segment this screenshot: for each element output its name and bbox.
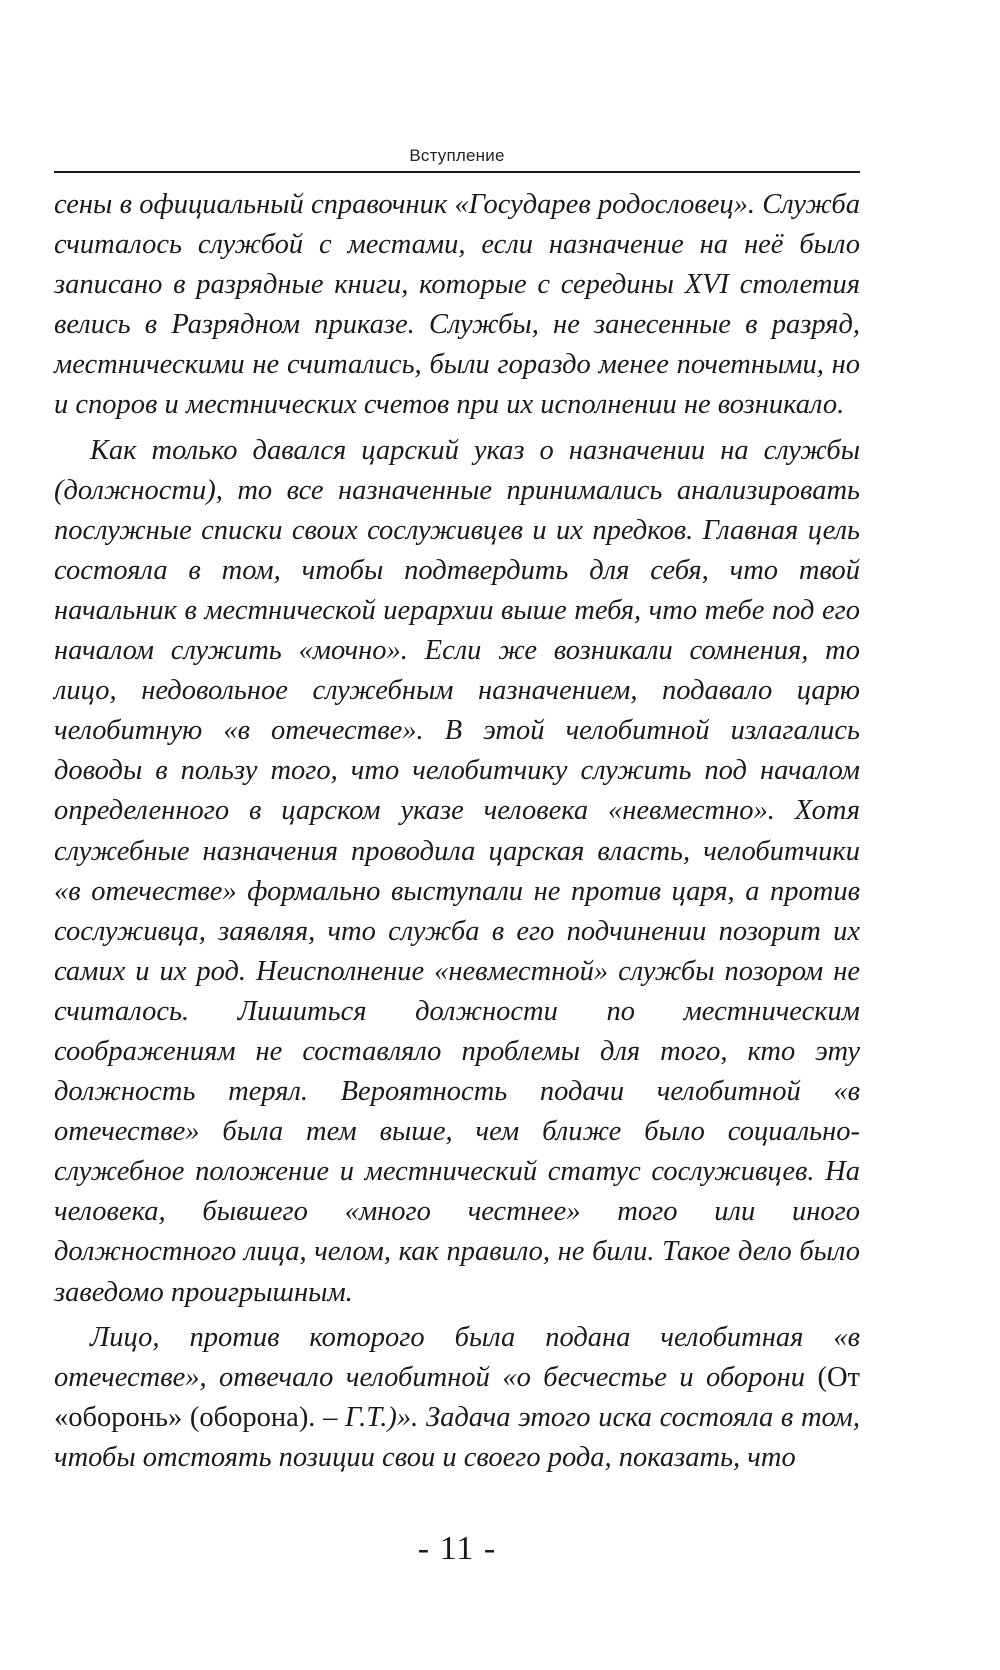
page-number: - 11 - <box>417 1530 497 1567</box>
paragraph-1: сены в официальный справочник «Государев родословец». Служба считалось службой с местами, если назначение на неё было записано в разрядные книги, которые с середины XVI столетия велись в Разрядном приказе. Службы, не занесенные в разряд, местническими не считались, были гораздо менее почетными, но и споров и местнических счетов при их исполнении не возникало. <box>54 189 860 421</box>
running-head: Вступление <box>409 146 505 165</box>
header-rule <box>54 171 860 173</box>
paragraph-3-roman-insert: (От «оборонь» (оборона). – <box>54 1361 861 1433</box>
paragraph-2: Как только давался царский указ о назначении на службы (должности), то все назначенные принимались анализировать послужные списки своих сослуживцев и их предков. Главная цель состояла в том, чтобы подтвердить для себя, что твой начальник в местнической иерархии выше тебя, что тебе под его началом служить «мочно». Если же возникали сомнения, то лицо, недовольное служебным назначением, подавало царю челобитную «в отечестве». В этой челобитной излагались доводы в пользу того, что челобитчику служить под началом определенного в царском указе человека «невместно». Хотя служебные назначения проводила царская власть, челобитчики «в отечестве» формально выступали не против царя, а против сослуживца, заявляя, что служба в его подчинении позорит их самих и их род. Неисполнение «невместной» службы позором не считалось. Лишиться должности по местническим соображениям не составляло проблемы для того, кто эту должность терял. Вероятность подачи челобитной «в отечестве» была тем выше, чем ближе было социально-служебное положение и местнический статус сослуживцев. На человека, бывшего «много честнее» того или иного должностного лица, челом, как правило, не били. Такое дело было заведомо проигрышным. <box>54 434 860 1308</box>
paragraph-3-text-after: Г.Т.)». Задача этого иска состояла в том, чтобы отстоять позиции свои и своего рода, показать, что <box>54 1401 860 1473</box>
paragraph-3 <box>54 1318 860 1478</box>
paragraph-3-text-before: Лицо, против которого была подана челобитная «в отечестве», отвечало челобитной «о бесчестье и оборони <box>54 1321 860 1393</box>
body-text <box>54 185 860 1478</box>
